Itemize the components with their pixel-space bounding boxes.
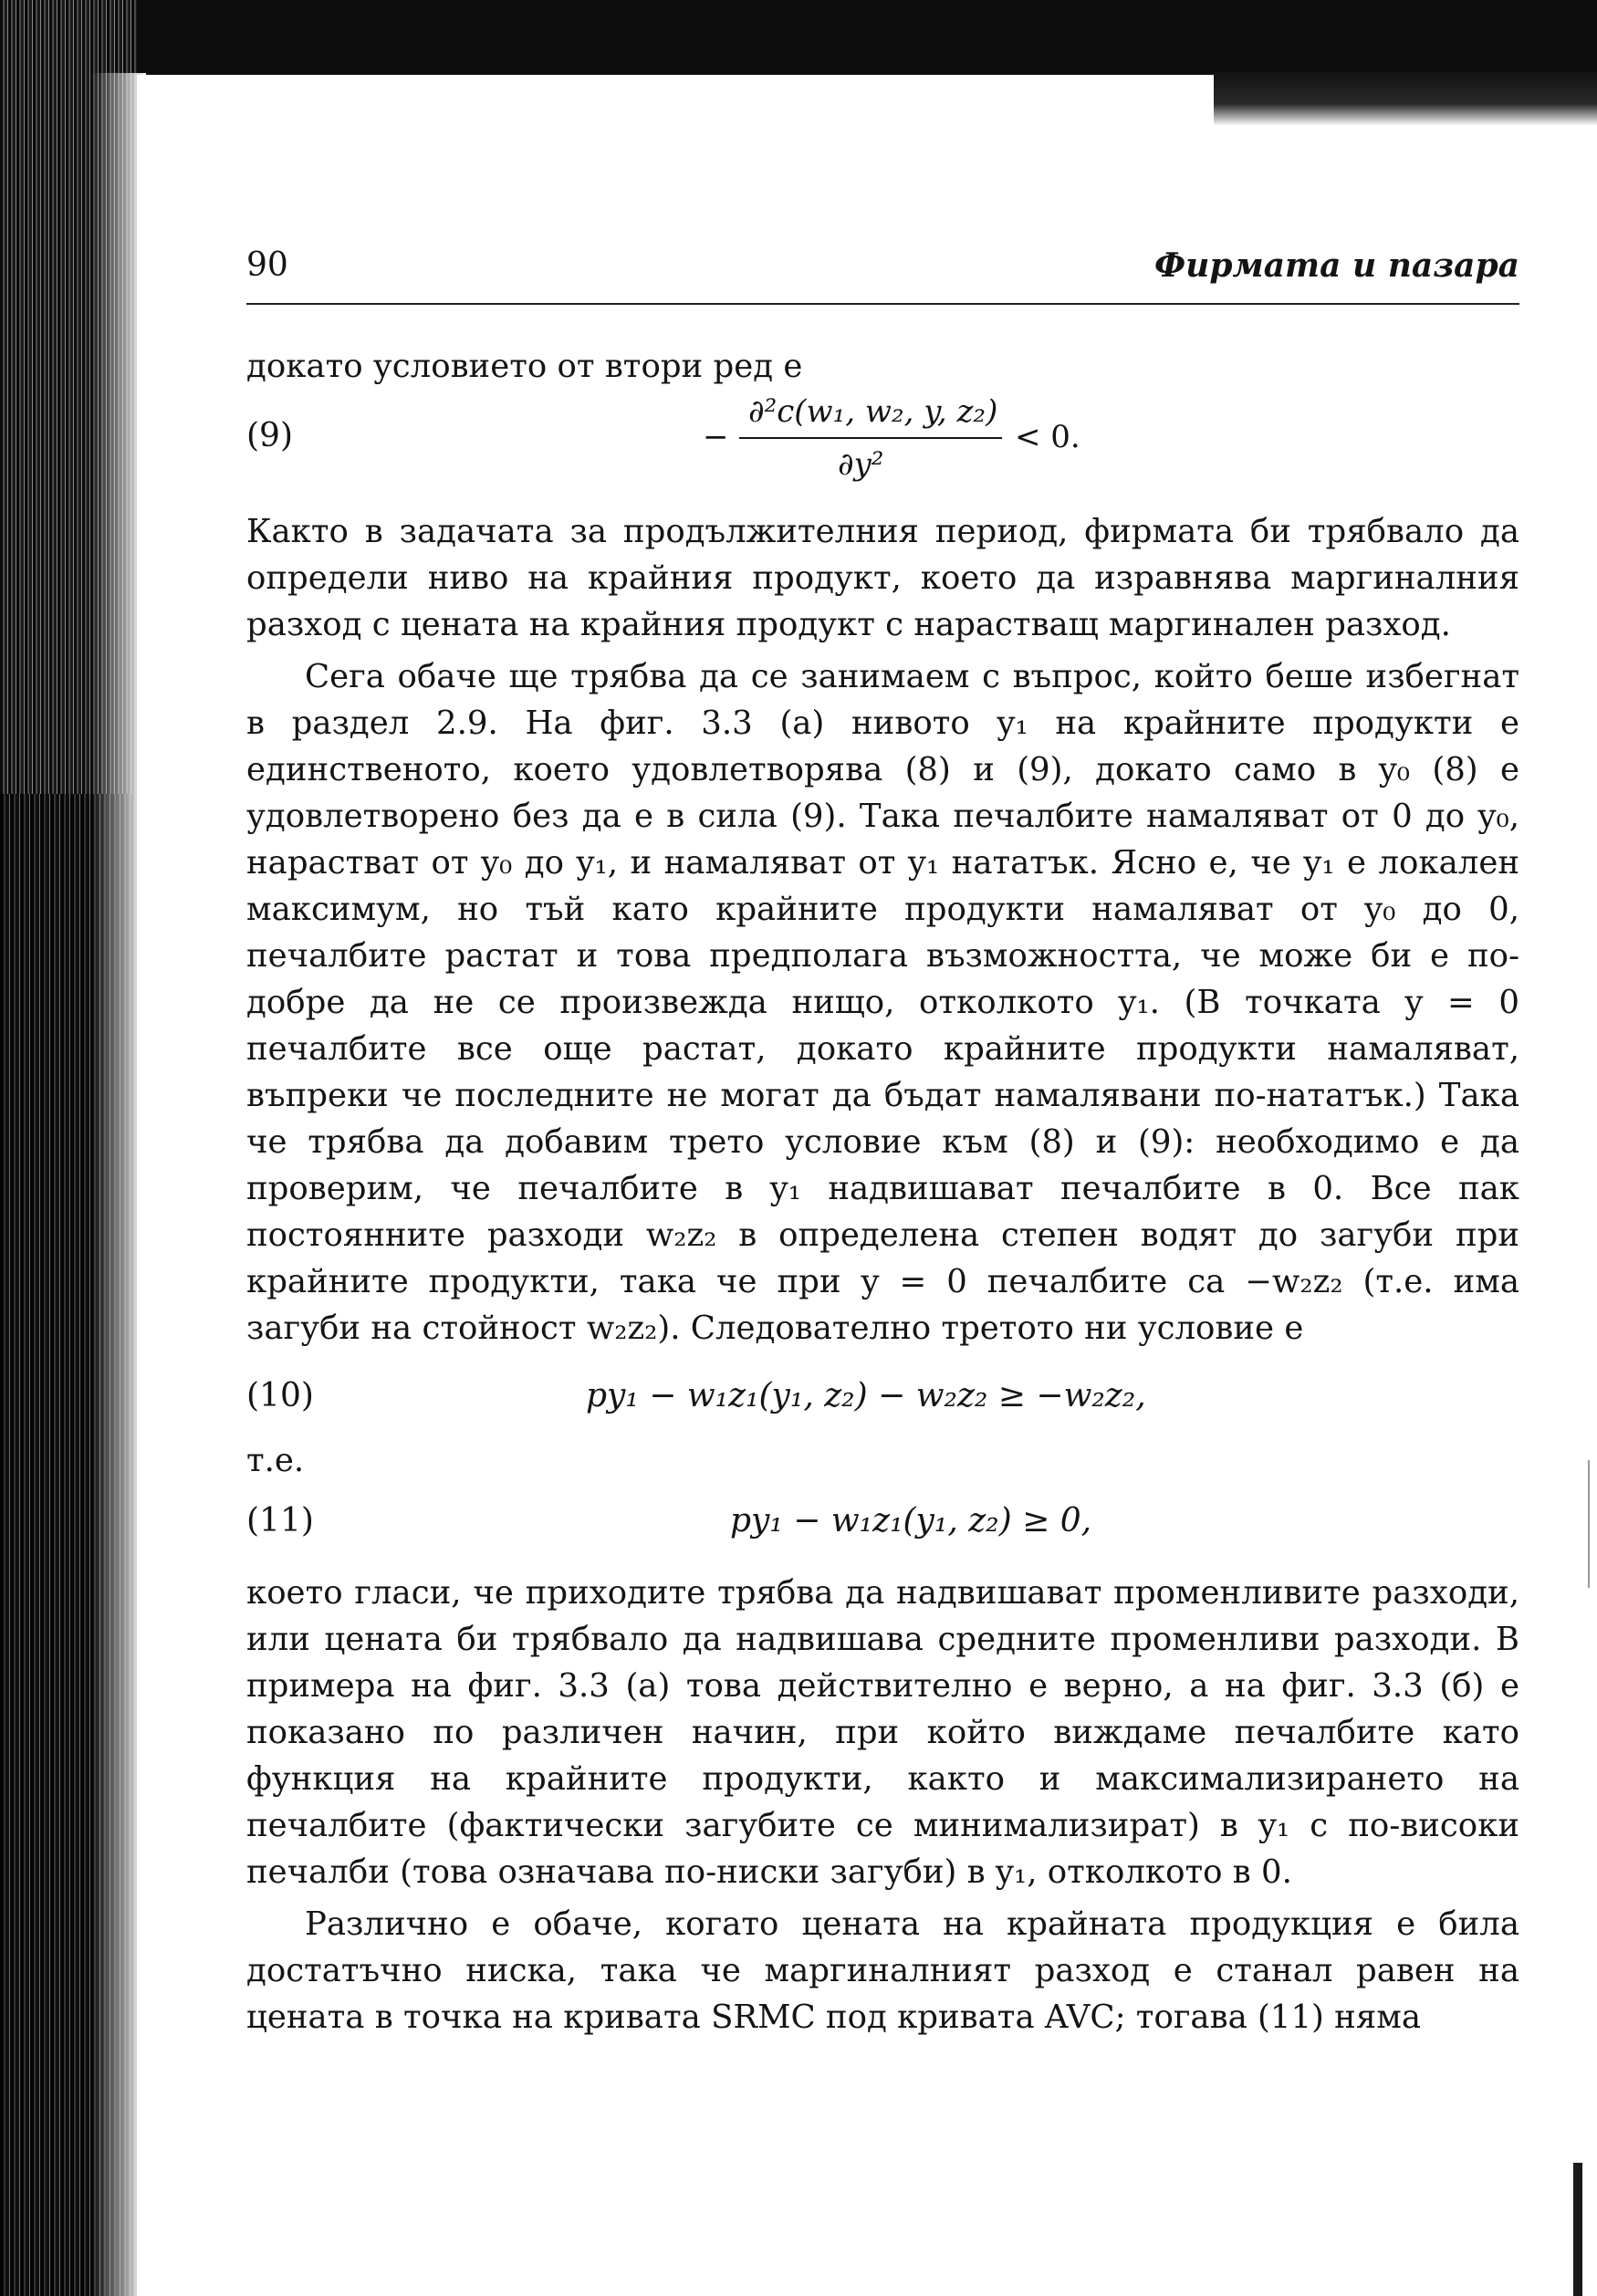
header-rule — [246, 303, 1519, 305]
scan-top-shadow-tail — [1214, 71, 1597, 126]
ie-line: т.е. — [246, 1442, 305, 1479]
equation-number: (11) — [246, 1502, 314, 1539]
equation-body: py₁ − w₁z₁(y₁, z₂) − w₂z₂ ≥ −w₂z₂, — [586, 1377, 1146, 1414]
relation: < 0. — [1015, 419, 1080, 455]
scan-right-line — [1588, 1460, 1590, 1588]
running-title: Фирмата и пазара — [1153, 246, 1519, 285]
equation-body: py₁ − w₁z₁(y₁, z₂) ≥ 0, — [730, 1502, 1092, 1539]
equation-11 — [246, 1489, 1519, 1553]
scan-edge-fade — [91, 73, 146, 2296]
equation-number: (9) — [246, 417, 293, 454]
intro-line: докато условието от втори ред е — [246, 348, 803, 385]
paragraph-3: което гласи, че приходите трябва да надвишават променливите разходи, или цената би трябвало да надвишава средните променливи разходи. В примера на фиг. 3.3 (а) това действително е верно, а на фиг. 3.3 (б) е показано по различен начин, при който виждаме печалбите като функция на крайните продукти, както и максимализирането на печалбите (фактически загубите се минимализират) в y₁ с по-високи печалби (това означава по-ниски загуби) в y₁, отколкото в 0. — [246, 1574, 1519, 1891]
page-number: 90 — [246, 246, 288, 284]
scan-right-mark — [1573, 2163, 1582, 2296]
scan-top-shadow — [0, 0, 1597, 75]
minus-sign: − — [703, 419, 729, 455]
equation-10 — [246, 1364, 1519, 1428]
equation-number: (10) — [246, 1377, 314, 1414]
fraction-bar — [739, 437, 1002, 439]
denominator: ∂y² — [838, 446, 884, 483]
paragraph-4: Различно е обаче, когато цената на крайната продукция е била достатъчно ниска, така че маргиналният разход е станал равен на цената в точка на кривата SRMC под кривата AVC; тогава (11) няма — [246, 1905, 1519, 2036]
paragraph-2: Сега обаче ще трябва да се занимаем с въпрос, който беше избегнат в раздел 2.9. На фиг. 3.3 (а) нивото y₁ на крайните продукти е единственото, което удовлетворява (8) и (9), докато само в y₀ (8) е удовлетворено без да е в сила (9). Така печалбите намаляват от 0 до y₀, нарастват от y₀ до y₁, и намаляват от y₁ нататък. Ясно е, че y₁ е локален максимум, но тъй като крайните продукти намаляват от y₀ до 0, печалбите растат и това предполага възможността, че може би е по-добре да не се произвежда нищо, отколкото y₁. (В точката y = 0 печалбите все още растат, докато крайните продукти намаляват, въпреки че последните не могат да бъдат намалявани по-нататък.) Така че трябва да добавим трето условие към (8) и (9): необходимо е да проверим, че печалбите в y₁ надвишават печалбите в 0. Все пак постоянните разходи w₂z₂ в определена степен водят до загуби при крайните продукти, така че при y = 0 печалбите са −w₂z₂ (т.е. има загуби на стойност w₂z₂). Следователно третото ни условие е — [246, 658, 1519, 1347]
page-header — [246, 246, 1519, 297]
numerator: ∂²c(w₁, w₂, y, z₂) — [748, 393, 998, 430]
paragraph-1: Както в задачата за продължителния период, фирмата би трябвало да определи ниво на крайния продукт, което да изравнява маргиналния разход с цената на крайния продукт с нарастващ маргинален разход. — [246, 513, 1519, 643]
equation-9 — [246, 393, 1519, 496]
book-page — [246, 246, 1519, 2040]
